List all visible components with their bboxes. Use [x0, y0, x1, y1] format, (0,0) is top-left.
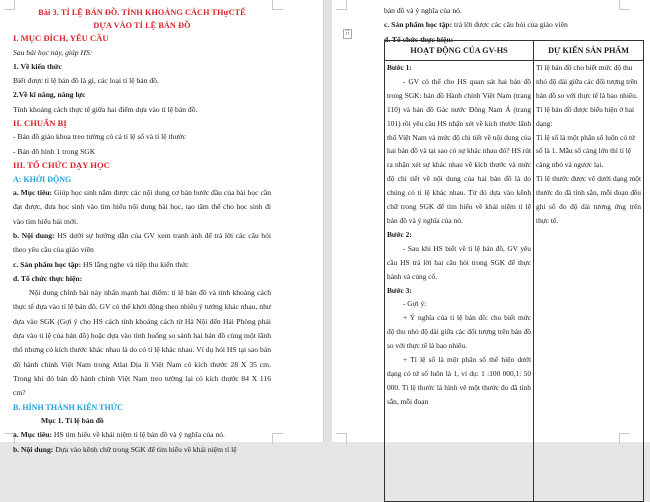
item1-content	[13, 443, 271, 457]
table-header-activity: HOẠT ĐỘNG CỦA GV-HS	[385, 41, 534, 61]
skills-text: Tính khoảng cách thực tế giữa hai điểm dựa vào tỉ lệ bản đồ.	[13, 104, 198, 114]
item1-objective-text: HS tìm hiểu về khái niệm tỉ lệ bản đồ và ý nghĩa của nó.	[52, 430, 225, 440]
product-point: Tỉ lệ thước được vẽ dưới dạng một thước đo đã tính sẵn, mỗi đoạn đều ghi số đo độ dài tương ứng trên thực tế.	[536, 174, 641, 225]
step3-point2: + Tỉ lệ số là một phân số thể hiện dưới dạng có tử số luôn là 1, ví dụ: 1 :100 000,1: 50 000. Tỉ lệ thước là hình vẽ một thước đo đã tính sẵn, mỗi đoạn	[387, 355, 532, 406]
step3-hint: - Gợi ý:	[403, 299, 427, 309]
activity-cell[interactable]	[385, 61, 534, 502]
part-heading-warmup: A: KHỞI ĐỘNG	[13, 174, 72, 184]
knowledge-text: Biết được tỉ lệ bản đồ là gì, các loại tỉ lệ bản đồ.	[13, 76, 159, 86]
content-label: b. Nội dung:	[13, 230, 55, 240]
subheading-skills: 2.Về kĩ năng, năng lực	[13, 90, 86, 100]
step3-label: Bước 3:	[387, 285, 412, 295]
objective-text: Giúp học sinh nắm được các nội dung cơ bản bước đầu của bài học cần đạt được, đưa học sinh vào tìm hiểu nội dung bài học, tạo tâm thế cho học sinh đi vào tìm hiểu bài mới.	[13, 188, 271, 226]
section-heading-organization: III. TỔ CHỨC DẠY HỌC	[13, 160, 110, 171]
item1-content-label: b. Nội dung:	[13, 444, 54, 454]
activity-table	[384, 40, 644, 502]
prep-item: - Bản đồ giáo khoa treo tường có cả tỉ lệ số và tỉ lệ thước	[13, 132, 186, 142]
page-corner-mark	[336, 0, 347, 10]
page-corner-mark	[336, 433, 347, 444]
page-corner-mark	[272, 433, 283, 444]
lesson-title-line2: DỰA VÀO TỈ LỆ BẢN ĐỒ	[93, 21, 191, 30]
product-point: Tỉ lệ bản đồ cho biết mức độ thu nhỏ độ dài giữa các đối tượng trên bản đồ so với thực tế là bao nhiêu.	[536, 63, 638, 100]
part-heading-knowledge-building: B. HÌNH THÀNH KIẾN THỨC	[13, 402, 123, 412]
objective-label: a. Mục tiêu:	[13, 188, 53, 198]
prep-item: - Bản đồ hình 1 trong SGK	[13, 146, 96, 156]
product-paragraph-right	[384, 18, 646, 32]
lesson-title-line1: Bài 3. TỈ LỆ BẢN ĐỒ. TÍNH KHOẢNG CÁCH THựCTẾ	[38, 8, 246, 17]
product-text-right: trả lời được các câu hỏi của giáo viên	[452, 20, 568, 30]
item1-objective	[13, 428, 271, 442]
intro-text: Sau bài học này, giúp HS:	[13, 47, 93, 57]
table-row	[385, 61, 644, 502]
product-paragraph	[13, 258, 271, 272]
product-text: HS lắng nghe và tiếp thu kiến thức	[81, 259, 189, 269]
item1-objective-label: a. Mục tiêu:	[13, 430, 53, 440]
section-heading-objectives: I. MỤC ĐÍCH, YÊU CẦU	[13, 33, 109, 43]
objective-paragraph	[13, 186, 271, 229]
product-label-right: c. Sản phẩm học tập:	[384, 20, 453, 30]
item1-heading: Mục 1. Tỉ lệ bản đồ	[41, 416, 104, 426]
implementation-label-right: d. Tổ chức thực hiện:	[384, 34, 454, 44]
content-text: HS dưới sự hướng dẫn của GV xem tranh ảnh để trả lời các câu hỏi theo yêu cầu của giáo viên	[13, 230, 271, 255]
page-corner-mark	[272, 0, 283, 10]
table-move-handle-icon[interactable]: ⠿	[343, 29, 352, 39]
section-heading-preparation: II. CHUẨN BỊ	[13, 117, 67, 128]
content-paragraph	[13, 229, 271, 258]
product-label: c. Sản phẩm học tập:	[13, 259, 82, 269]
implementation-text: Nội dung chính bài này nhấn mạnh hai điểm: tỉ lệ bản đồ và tính khoảng cách thực tế dựa vào tỉ lệ bản đồ. GV có thể khởi động theo nhiều ý tưởng khác nhau, như dựa vào SGK (Gợi ý cho HS cách tính khoảng cách từ Hà Nội đến Hải Phòng phải dựa vào tỉ lệ của bản đồ) hoặc dựa vào tình huống so sánh hai bản đồ cùng một lãnh thổ nhưng có kích thước khác nhau là do có tỉ lệ khác nhau. Ví dụ hỏi HS tại sao bản đồ hành chính Việt Nam trong Atlat Địa lí Việt Nam có kích thước 28 X 35 cm. Trong khi đó bản đồ hành chính Việt Nam treo tường lại có kích thước 84 X 116 cm?	[13, 288, 271, 398]
expected-product-cell[interactable]	[534, 61, 644, 502]
step2-text: - Sau khi HS biết về tỉ lệ bản đồ, GV yêu cầu HS trả lời hai câu hỏi trong SGK để thực hành và củng cố.	[387, 243, 532, 281]
page-gutter	[323, 0, 332, 442]
implementation-label: d. Tổ chức thực hiện:	[13, 273, 83, 283]
subheading-knowledge: 1. Về kiến thức	[13, 61, 62, 71]
table-header-row	[385, 41, 644, 61]
document-page-left[interactable]	[0, 0, 323, 454]
step1-text: - GV có thể cho HS quan sát hai bản đồ trong SGK: bản đồ Hành chính Việt Nam (trang 110) và bản đồ Gác nước Đông Nam Á (trang 101) rồi yêu cầu HS nhận xét về kích thước lãnh thổ Việt Nam và mức độ chi tiết về nội dung của hai bản đồ và tại sao có sự khác nhau đó? HS rút ra nhận xét sự khác nhau về kích thước và mức độ chi tiết về nội dung của hai bản đồ là do chúng có tỉ lệ khác nhau. Từ đó dựa vào kênh chữ trong SGK để tìm hiểu về khái niệm tỉ lệ bản đồ và ý nghĩa của nó.	[387, 76, 532, 225]
product-point: Tỉ lệ số là một phân số luôn có tử số là 1. Mẫu số càng lớn thì tỉ lệ càng nhỏ và ngược lại.	[536, 132, 636, 170]
continued-text: bản đồ và ý nghĩa của nó.	[384, 6, 462, 15]
product-point: Tỉ lệ bản đồ được biểu hiện ở hai dạng:	[536, 104, 635, 128]
table-header-expected-product: DỰ KIẾN SẢN PHẨM	[534, 41, 644, 61]
document-page-right[interactable]	[332, 0, 650, 442]
step1-label: Bước 1:	[387, 63, 412, 72]
item1-content-text: Dựa vào kênh chữ trong SGK để tìm hiểu về khái niệm tỉ lệ	[53, 444, 237, 454]
page-content-left	[13, 6, 271, 457]
step3-point1: + Ý nghĩa của tỉ lệ bản đồ: cho biết mức độ thu nhỏ độ dài giữa các đối tượng trên bản đồ so với thực tế là bao nhiêu.	[387, 313, 532, 351]
step2-label: Bước 2:	[387, 229, 412, 239]
